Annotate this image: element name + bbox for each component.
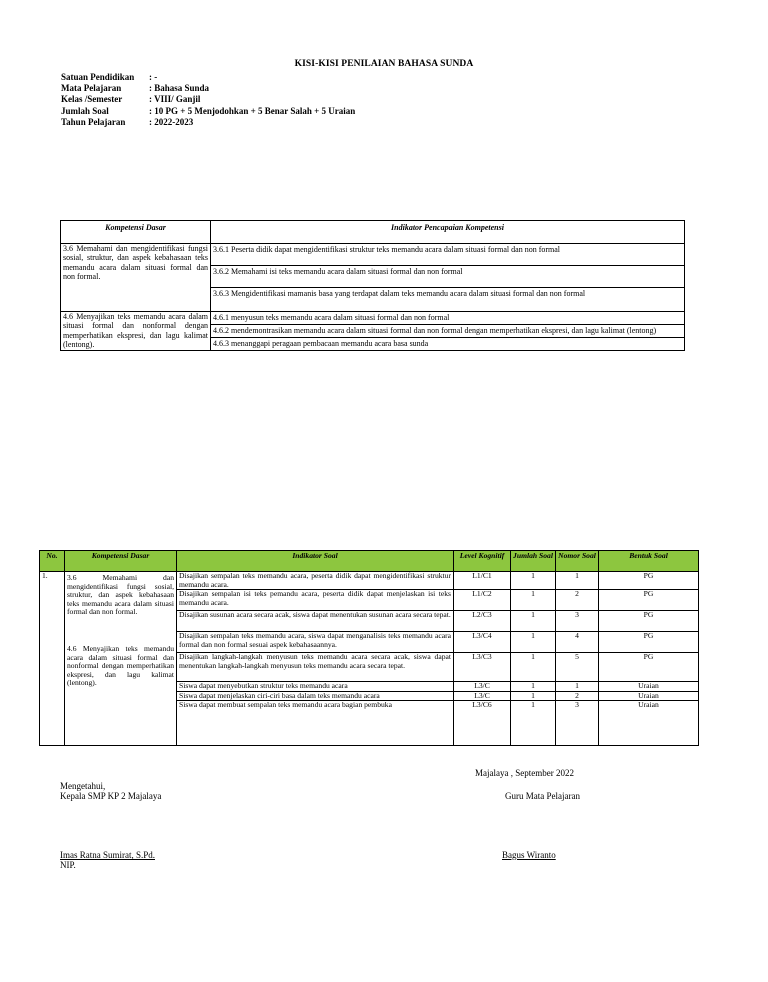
header-indikator-soal: Indikator Soal xyxy=(177,551,454,572)
indicator-cell: 3.6.3 Mengidentifikasi mamanis basa yang terdapat dalam teks memandu acara dalam situasi formal dan non formal xyxy=(211,288,685,312)
teacher-name: Bagus Wiranto xyxy=(502,850,556,860)
indicator-cell: Disajikan sempalan teks memandu acara, siswa dapat menganalisis teks memandu acara formal dan non formal sesuai aspek kebahasaannya. xyxy=(177,632,454,653)
jumlah-cell: 1 xyxy=(511,682,556,692)
meta-block xyxy=(61,72,355,128)
jumlah-cell: 1 xyxy=(511,653,556,682)
bentuk-cell: PG xyxy=(599,572,699,590)
indicator-cell: 3.6.2 Memahami isi teks memandu acara dalam situasi formal dan non formal xyxy=(211,266,685,288)
jumlah-cell: 1 xyxy=(511,691,556,701)
header-nomor-soal: Nomor Soal xyxy=(556,551,599,572)
header-jumlah-soal: Jumlah Soal xyxy=(511,551,556,572)
kd-cell xyxy=(65,572,177,746)
indicator-cell: Siswa dapat menyebutkan struktur teks memandu acara xyxy=(177,682,454,692)
level-cell: L1/C1 xyxy=(454,572,511,590)
table-header-row xyxy=(40,551,699,572)
level-cell: L3/C3 xyxy=(454,653,511,682)
jumlah-cell: 1 xyxy=(511,590,556,611)
principal-name: Imas Ratna Sumirat, S.Pd. xyxy=(60,850,155,860)
kd-cell: 4.6 Menyajikan teks memandu acara dalam situasi formal dan nonformal dengan memperhatikan ekspresi, dan lagu kalimat (lentong). xyxy=(61,312,211,351)
meta-value: : - xyxy=(149,72,158,82)
table-row xyxy=(40,572,699,590)
indicator-cell: 4.6.2 mendemontrasikan memandu acara dalam situasi formal dan non formal dengan memperhatikan ekspresi, dan lagu kalimat (lentong) xyxy=(211,324,685,337)
meta-value: : Bahasa Sunda xyxy=(149,83,210,94)
meta-row xyxy=(61,106,355,117)
nomor-cell: 3 xyxy=(556,701,599,746)
header-indikator: Indikator Pencapaian Kompetensi xyxy=(211,221,685,244)
indicator-cell: Siswa dapat menjelaskan ciri-ciri basa dalam teks memandu acara xyxy=(177,691,454,701)
meta-value: : 2022-2023 xyxy=(149,116,194,127)
header-kompetensi-dasar: Kompetensi Dasar xyxy=(61,221,211,244)
bentuk-cell: Uraian xyxy=(599,701,699,746)
meta-label: Satuan Pendidikan xyxy=(61,72,135,82)
header-no: No. xyxy=(40,551,65,572)
table-header-row xyxy=(61,221,685,244)
table-row xyxy=(61,244,685,266)
indicator-cell: Disajikan sempalan teks memandu acara, peserta didik dapat mengidentifikasi struktur memandu acara. xyxy=(177,572,454,590)
jumlah-cell: 1 xyxy=(511,611,556,632)
jumlah-cell: 1 xyxy=(511,701,556,746)
jumlah-cell: 1 xyxy=(511,632,556,653)
meta-row xyxy=(61,94,355,105)
nomor-cell: 2 xyxy=(556,590,599,611)
question-grid-table xyxy=(39,550,699,746)
bentuk-cell: PG xyxy=(599,590,699,611)
meta-row xyxy=(61,83,355,94)
meta-label: Jumlah Soal xyxy=(61,105,109,116)
kd-text: 4.6 Menyajikan teks memandu acara dalam situasi formal dan nonformal dengan memperhatikan ekspresi, dan lagu kalimat (lentong). xyxy=(67,643,174,688)
place-date: Majalaya , September 2022 xyxy=(475,768,574,778)
indicator-cell: 4.6.3 menanggapi peragaan pembacaan memandu acara basa sunda xyxy=(211,337,685,350)
meta-row xyxy=(61,72,355,83)
kd-cell: 3.6 Memahami dan mengidentifikasi fungsi sosial, struktur, dan aspek kebahasaan teks memandu acara dalam situasi formal dan non formal. xyxy=(61,244,211,312)
kd-text: 3.6 Memahami dan mengidentifikasi fungsi sosial, struktur, dan aspek kebahasaan teks memandu acara dalam situasi formal dan non formal. xyxy=(67,573,174,617)
meta-label: Mata Pelajaran xyxy=(61,83,122,94)
bentuk-cell: Uraian xyxy=(599,691,699,701)
level-cell: L3/C xyxy=(454,682,511,692)
indicator-cell: Disajikan susunan acara secara acak, siswa dapat menentukan susunan acara secara tepat. xyxy=(177,611,454,632)
level-cell: L3/C6 xyxy=(454,701,511,746)
meta-label: Tahun Pelajaran xyxy=(61,116,126,127)
nomor-cell: 2 xyxy=(556,691,599,701)
nomor-cell: 4 xyxy=(556,632,599,653)
nomor-cell: 1 xyxy=(556,682,599,692)
indicator-cell: 4.6.1 menyusun teks memandu acara dalam situasi formal dan non formal xyxy=(211,312,685,325)
meta-row xyxy=(61,117,355,128)
header-level-kognitif: Level Kognitif xyxy=(454,551,511,572)
acknowledged-label: Mengetahui, xyxy=(60,781,106,791)
header-kompetensi-dasar: Kompetensi Dasar xyxy=(65,551,177,572)
indicator-cell: Disajikan langkah-langkah menyusun teks memandu acara secara acak, siswa dapat menentukan langkah-langkah menyusun teks memandu acara secara tepat. xyxy=(177,653,454,682)
level-cell: L2/C3 xyxy=(454,611,511,632)
bentuk-cell: PG xyxy=(599,611,699,632)
principal-title: Kepala SMP KP 2 Majalaya xyxy=(60,791,162,801)
level-cell: L3/C4 xyxy=(454,632,511,653)
competency-table xyxy=(60,220,685,351)
table-row xyxy=(61,312,685,325)
bentuk-cell: PG xyxy=(599,653,699,682)
meta-value: : 10 PG + 5 Menjodohkan + 5 Benar Salah + 5 Uraian xyxy=(149,105,356,116)
teacher-title: Guru Mata Pelajaran xyxy=(505,791,580,801)
meta-value: : VIII/ Ganjil xyxy=(149,94,201,105)
bentuk-cell: PG xyxy=(599,632,699,653)
document-title: KISI-KISI PENILAIAN BAHASA SUNDA xyxy=(294,59,474,69)
header-bentuk-soal: Bentuk Soal xyxy=(599,551,699,572)
bentuk-cell: Uraian xyxy=(599,682,699,692)
indicator-cell: 3.6.1 Peserta didik dapat mengidentifikasi struktur teks memandu acara dalam situasi formal dan non formal xyxy=(211,244,685,266)
indicator-cell: Siswa dapat membuat sempalan teks memandu acara bagian pembuka xyxy=(177,701,454,746)
jumlah-cell: 1 xyxy=(511,572,556,590)
principal-nip: NIP. xyxy=(60,860,76,870)
nomor-cell: 5 xyxy=(556,653,599,682)
level-cell: L1/C2 xyxy=(454,590,511,611)
nomor-cell: 3 xyxy=(556,611,599,632)
meta-label: Kelas /Semester xyxy=(61,94,123,105)
indicator-cell: Disajikan sempalan isi teks pemandu acara, peserta didik dapat menjelaskan isi teks memandu acara. xyxy=(177,590,454,611)
row-number: 1. xyxy=(40,572,65,746)
nomor-cell: 1 xyxy=(556,572,599,590)
level-cell: L3/C xyxy=(454,691,511,701)
